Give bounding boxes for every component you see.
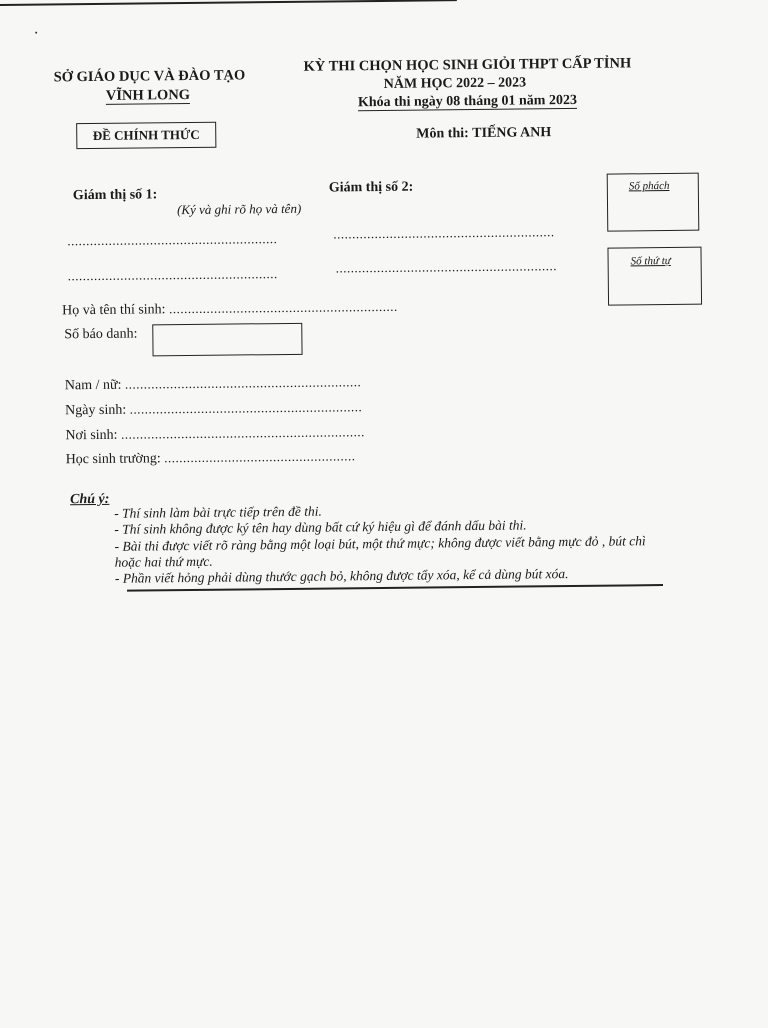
exam-title: KỲ THI CHỌN HỌC SINH GIỎI THPT CẤP TỈNH bbox=[303, 55, 632, 75]
candidate-name-row bbox=[62, 299, 398, 320]
subject-value: TIẾNG ANH bbox=[472, 125, 552, 142]
exam-subject bbox=[416, 125, 551, 142]
pob-row bbox=[65, 424, 365, 444]
scan-speck bbox=[35, 32, 37, 34]
gender-line[interactable]: ............................................................... bbox=[124, 374, 362, 392]
so-phach-label: Số phách bbox=[628, 179, 670, 193]
supervisor-2-name-line[interactable]: ........................................................... bbox=[335, 258, 557, 276]
school-label: Học sinh trường: bbox=[65, 451, 161, 468]
candidate-number-label: Số báo danh: bbox=[64, 326, 138, 343]
official-exam-badge: ĐỀ CHÍNH THỨC bbox=[76, 122, 216, 149]
school-year: NĂM HỌC 2022 – 2023 bbox=[383, 75, 527, 92]
signature-note: (Ký và ghi rõ họ và tên) bbox=[176, 200, 302, 218]
pob-label: Nơi sinh: bbox=[65, 427, 118, 444]
note-item: - Thí sinh không được ký tên hay dùng bất cứ ký hiệu gì để đánh dấu bài thi. bbox=[114, 517, 527, 537]
exam-date-text: Khóa thi ngày 08 tháng 01 năm 2023 bbox=[357, 92, 577, 111]
supervisor-1-name-line[interactable]: ........................................................ bbox=[67, 266, 278, 284]
exam-date bbox=[358, 93, 577, 111]
note-item: hoặc hai thứ mực. bbox=[114, 553, 213, 570]
dob-row bbox=[65, 399, 362, 419]
so-thu-tu-label: Số thứ tự bbox=[630, 254, 671, 268]
school-line[interactable]: ................................................... bbox=[164, 448, 356, 466]
notes-title: Chú ý: bbox=[69, 491, 110, 508]
dob-line[interactable]: .............................................................. bbox=[129, 399, 363, 417]
department-name: SỞ GIÁO DỤC VÀ ĐÀO TẠO bbox=[53, 67, 246, 86]
pob-line[interactable]: ................................................................. bbox=[120, 424, 365, 442]
gender-row bbox=[65, 374, 362, 394]
note-item: - Bài thi được viết rõ ràng bằng một loại bút, một thứ mực; không được viết bằng mực đỏ , bút chì bbox=[114, 533, 646, 554]
gender-label: Nam / nữ: bbox=[64, 377, 122, 394]
dob-label: Ngày sinh: bbox=[65, 402, 127, 419]
supervisor-1-label: Giám thị số 1: bbox=[72, 187, 158, 204]
candidate-number-box[interactable] bbox=[152, 323, 302, 357]
supervisor-1-signature-line[interactable]: ........................................................ bbox=[67, 231, 278, 249]
school-row bbox=[66, 448, 356, 468]
supervisor-2-signature-line[interactable]: ........................................................... bbox=[333, 224, 555, 242]
candidate-name-label: Họ và tên thí sinh: bbox=[62, 302, 166, 319]
subject-label: Môn thi: bbox=[416, 126, 469, 142]
scan-edge-line bbox=[0, 0, 457, 6]
supervisor-2-label: Giám thị số 2: bbox=[328, 179, 414, 196]
note-item: - Phần viết hỏng phải dùng thước gạch bỏ, không được tẩy xóa, kể cả dùng bút xóa. bbox=[114, 566, 569, 586]
department-province: VĨNH LONG bbox=[105, 86, 191, 104]
candidate-name-line[interactable]: ............................................................. bbox=[168, 298, 398, 317]
note-item: - Thí sinh làm bài trực tiếp trên đề thi. bbox=[114, 503, 322, 521]
